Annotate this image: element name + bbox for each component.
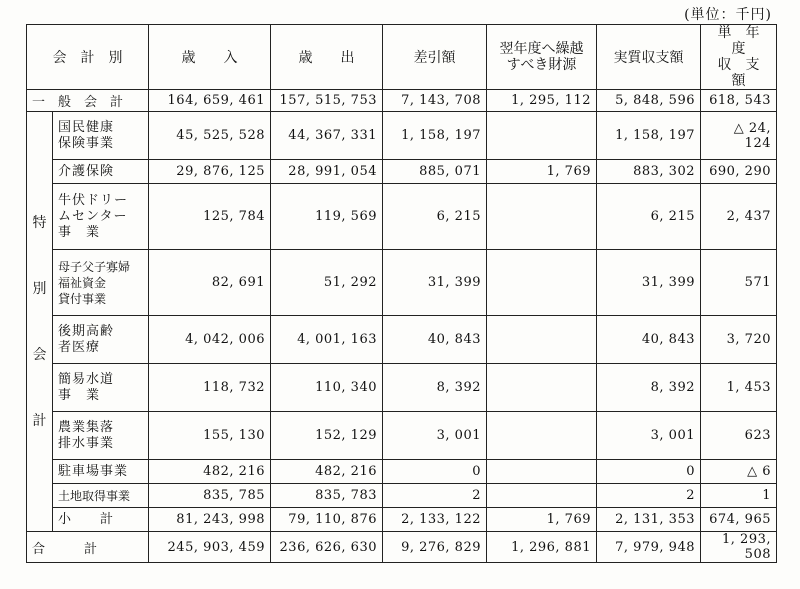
cell-revenue: 45, 525, 528 [149, 112, 271, 160]
cell-revenue: 4, 042, 006 [149, 316, 271, 364]
general-single-year: 618, 543 [701, 90, 777, 112]
cell-single-year: 1, 453 [701, 364, 777, 412]
table-row [27, 112, 777, 160]
account-name [53, 112, 149, 160]
table-row [27, 412, 777, 460]
table-row [27, 508, 777, 532]
cell-carryover: 1, 769 [487, 508, 597, 532]
cell-expenditure: 28, 991, 054 [271, 160, 383, 184]
general-account-name: 一 般 会 計 [27, 90, 149, 112]
cell-actual: 31, 399 [597, 250, 701, 316]
header-carryover [487, 25, 597, 90]
cell-expenditure: 51, 292 [271, 250, 383, 316]
table-body [27, 90, 777, 563]
account-name-line: 母子父子寡婦 [58, 259, 131, 274]
cell-expenditure: 79, 110, 876 [271, 508, 383, 532]
cell-difference: 31, 399 [383, 250, 487, 316]
account-name-line: 農業集落 [58, 419, 115, 435]
cell-single-year: 2, 437 [701, 184, 777, 250]
account-name-line: 事 業 [58, 224, 101, 240]
cell-expenditure: 835, 783 [271, 484, 383, 508]
cell-actual: 0 [597, 460, 701, 484]
account-name [53, 316, 149, 364]
header-row [27, 25, 777, 90]
account-name-line: 介護保険 [58, 163, 115, 179]
cell-single-year: 690, 290 [701, 160, 777, 184]
cell-single-year: △ 6 [701, 460, 777, 484]
cell-difference: 0 [383, 460, 487, 484]
cell-carryover [487, 484, 597, 508]
cell-actual: 40, 843 [597, 316, 701, 364]
account-name-line: 福祉資金 [58, 275, 107, 290]
general-revenue: 164, 659, 461 [149, 90, 271, 112]
account-name-line: 排水事業 [58, 435, 115, 451]
cell-expenditure: 110, 340 [271, 364, 383, 412]
cell-carryover [487, 364, 597, 412]
account-name [53, 184, 149, 250]
account-name-line: 者医療 [58, 339, 101, 355]
header-account: 会 計 別 [27, 25, 149, 90]
cell-actual: 2 [597, 484, 701, 508]
cell-actual: 883, 302 [597, 160, 701, 184]
special-account-label-char: 会 [32, 346, 47, 363]
cell-single-year: △ 24, 124 [701, 112, 777, 160]
unit-label: (単位：千円) [684, 7, 772, 23]
total-single-year: 1, 293, 508 [701, 532, 777, 563]
header-revenue: 歳 入 [149, 25, 271, 90]
cell-difference: 3, 001 [383, 412, 487, 460]
total-carryover: 1, 296, 881 [487, 532, 597, 563]
cell-difference: 40, 843 [383, 316, 487, 364]
table-row [27, 160, 777, 184]
cell-single-year: 623 [701, 412, 777, 460]
cell-difference: 2, 133, 122 [383, 508, 487, 532]
cell-carryover [487, 316, 597, 364]
cell-actual: 3, 001 [597, 412, 701, 460]
account-name-line: 事 業 [58, 387, 101, 403]
account-name-line: 駐車場事業 [58, 463, 129, 479]
cell-expenditure: 44, 367, 331 [271, 112, 383, 160]
table-row [27, 250, 777, 316]
account-name [53, 460, 149, 484]
total-row [27, 532, 777, 563]
account-name [53, 250, 149, 316]
cell-difference: 885, 071 [383, 160, 487, 184]
cell-expenditure: 4, 001, 163 [271, 316, 383, 364]
cell-difference: 6, 215 [383, 184, 487, 250]
account-name-line: 保険事業 [58, 135, 115, 151]
cell-carryover [487, 460, 597, 484]
header-difference: 差引額 [383, 25, 487, 90]
table-row [27, 364, 777, 412]
total-actual: 7, 979, 948 [597, 532, 701, 563]
account-name [53, 508, 149, 532]
general-actual: 5, 848, 596 [597, 90, 701, 112]
header-carryover-line1: 翌年度へ繰越 [499, 41, 584, 57]
account-name [53, 412, 149, 460]
cell-actual: 2, 131, 353 [597, 508, 701, 532]
cell-revenue: 125, 784 [149, 184, 271, 250]
account-name-line: 小 計 [58, 511, 115, 527]
account-name-line: 簡易水道 [58, 371, 115, 387]
special-account-label-char: 特 [32, 214, 47, 231]
header-single-year [701, 25, 777, 90]
cell-difference: 1, 158, 197 [383, 112, 487, 160]
cell-revenue: 155, 130 [149, 412, 271, 460]
special-account-label-char: 別 [32, 280, 47, 297]
cell-carryover [487, 112, 597, 160]
cell-actual: 8, 392 [597, 364, 701, 412]
cell-single-year: 1 [701, 484, 777, 508]
header-single-year-line1: 単 年 度 [717, 25, 774, 57]
general-expenditure: 157, 515, 753 [271, 90, 383, 112]
cell-expenditure: 152, 129 [271, 412, 383, 460]
header-actual-balance: 実質収支額 [597, 25, 701, 90]
header-carryover-line2: すべき財源 [506, 57, 577, 73]
cell-revenue: 81, 243, 998 [149, 508, 271, 532]
table-row [27, 184, 777, 250]
cell-revenue: 118, 732 [149, 364, 271, 412]
account-name-line: 牛伏ドリー [58, 192, 129, 208]
cell-single-year: 3, 720 [701, 316, 777, 364]
total-name: 合 計 [27, 532, 149, 563]
total-expenditure: 236, 626, 630 [271, 532, 383, 563]
cell-difference: 2 [383, 484, 487, 508]
general-difference: 7, 143, 708 [383, 90, 487, 112]
table-row [27, 316, 777, 364]
general-carryover: 1, 295, 112 [487, 90, 597, 112]
account-name [53, 484, 149, 508]
account-name-line: 国民健康 [58, 119, 115, 135]
account-name-line: 貸付事業 [58, 291, 107, 306]
cell-carryover: 1, 769 [487, 160, 597, 184]
account-name [53, 364, 149, 412]
cell-revenue: 82, 691 [149, 250, 271, 316]
header-single-year-line2: 収 支 額 [717, 57, 774, 89]
cell-carryover [487, 412, 597, 460]
table-row [27, 460, 777, 484]
total-difference: 9, 276, 829 [383, 532, 487, 563]
special-account-label-char: 計 [32, 412, 47, 429]
account-name-line: 土地取得事業 [58, 488, 131, 503]
general-account-row [27, 90, 777, 112]
total-revenue: 245, 903, 459 [149, 532, 271, 563]
account-name [53, 160, 149, 184]
cell-revenue: 835, 785 [149, 484, 271, 508]
cell-actual: 1, 158, 197 [597, 112, 701, 160]
cell-actual: 6, 215 [597, 184, 701, 250]
table-row [27, 484, 777, 508]
header-expenditure: 歳 出 [271, 25, 383, 90]
financial-table [26, 24, 777, 563]
cell-carryover [487, 250, 597, 316]
cell-carryover [487, 184, 597, 250]
cell-expenditure: 119, 569 [271, 184, 383, 250]
cell-expenditure: 482, 216 [271, 460, 383, 484]
cell-single-year: 571 [701, 250, 777, 316]
account-name-line: ムセンター [58, 208, 128, 224]
cell-revenue: 29, 876, 125 [149, 160, 271, 184]
special-account-label [27, 112, 53, 532]
cell-revenue: 482, 216 [149, 460, 271, 484]
account-name-line: 後期高齢 [58, 323, 115, 339]
cell-difference: 8, 392 [383, 364, 487, 412]
cell-single-year: 674, 965 [701, 508, 777, 532]
